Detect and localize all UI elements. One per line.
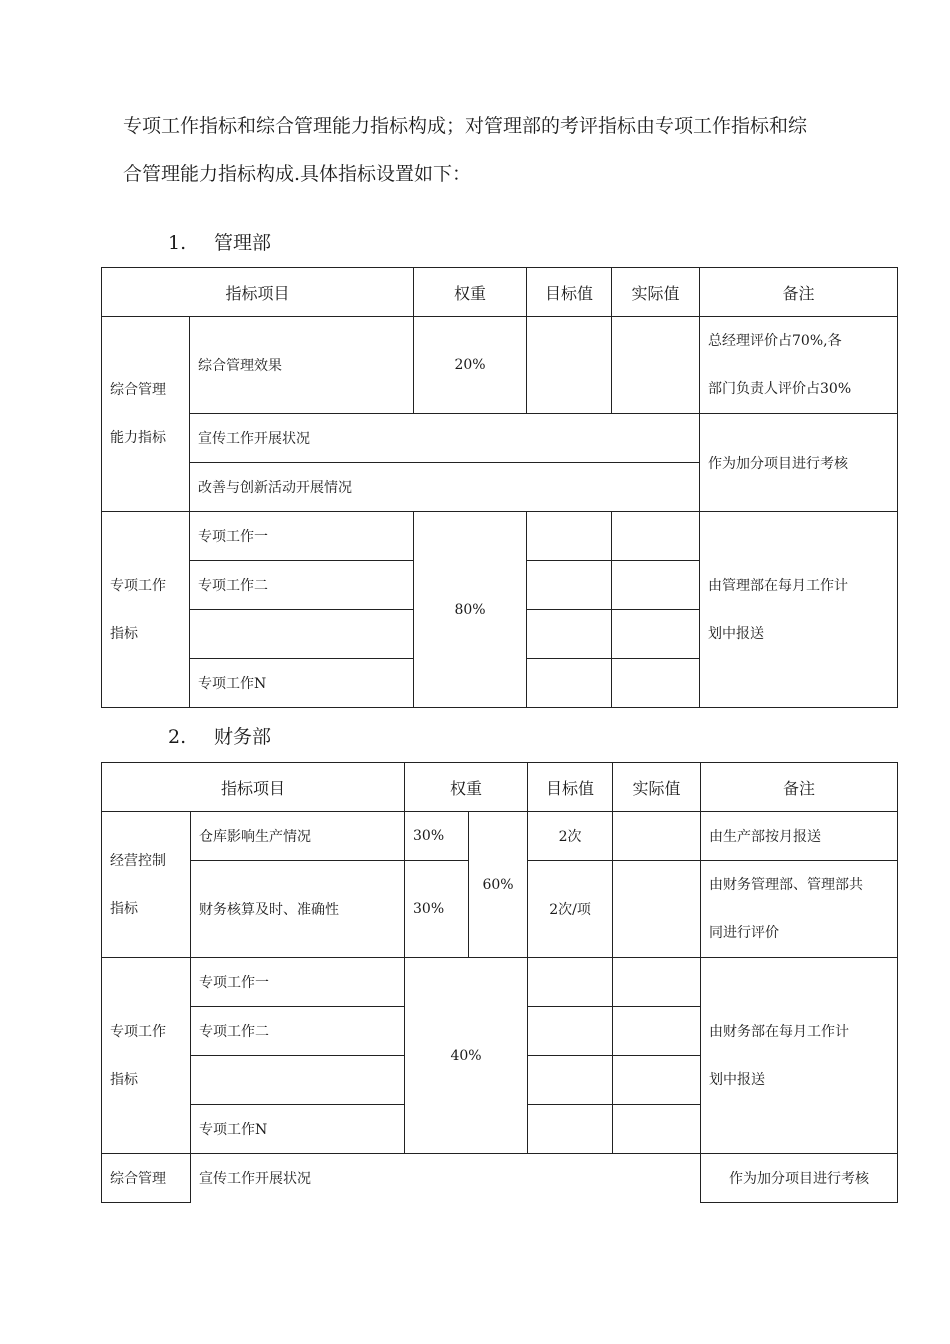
target-cell xyxy=(528,1007,613,1056)
target-cell xyxy=(527,512,612,561)
weight-accounting: 30% xyxy=(405,861,469,958)
remark-warehouse: 由生产部按月报送 xyxy=(701,812,898,861)
finance-dept-table xyxy=(101,762,898,1203)
target-cell xyxy=(527,317,612,414)
item-publicity: 宣传工作开展状况 xyxy=(190,414,700,463)
group-label-special: 专项工作 指标 xyxy=(102,512,190,708)
group-label-special: 专项工作 指标 xyxy=(102,958,191,1154)
target-accounting: 2次/项 xyxy=(528,861,613,958)
table-row xyxy=(102,414,898,463)
section-1-heading xyxy=(168,228,271,255)
special-item-3 xyxy=(190,610,414,659)
special-item-n: 专项工作N xyxy=(191,1105,405,1154)
header-indicator: 指标项目 xyxy=(102,268,414,317)
remark-special: 由财务部在每月工作计 划中报送 xyxy=(701,958,898,1154)
intro-line-1: 专项工作指标和综合管理能力指标构成；对管理部的考评指标由专项工作指标和综 xyxy=(123,115,808,137)
header-remark: 备注 xyxy=(700,268,898,317)
admin-dept-table xyxy=(101,267,898,708)
table-row xyxy=(102,958,898,1007)
header-remark: 备注 xyxy=(701,763,898,812)
actual-cell xyxy=(613,1105,701,1154)
intro-line-2: 合管理能力指标构成.具体指标设置如下： xyxy=(123,163,472,185)
header-actual: 实际值 xyxy=(613,763,701,812)
actual-cell xyxy=(613,1056,701,1105)
actual-cell xyxy=(612,659,700,708)
weight-special: 80% xyxy=(414,512,527,708)
special-item-1: 专项工作一 xyxy=(191,958,405,1007)
target-cell xyxy=(527,659,612,708)
section-1-title: 管理部 xyxy=(214,232,272,254)
actual-cell xyxy=(612,561,700,610)
target-cell xyxy=(528,1056,613,1105)
item-innovation: 改善与创新活动开展情况 xyxy=(190,463,700,512)
section-2-heading xyxy=(168,722,271,749)
target-cell xyxy=(528,958,613,1007)
special-item-2: 专项工作二 xyxy=(191,1007,405,1056)
group-label-comprehensive: 综合管理 能力指标 xyxy=(102,317,190,512)
special-item-3 xyxy=(191,1056,405,1105)
target-cell xyxy=(528,1105,613,1154)
section-1-number: 1. xyxy=(168,232,187,254)
special-item-n: 专项工作N xyxy=(190,659,414,708)
remark-bonus: 作为加分项目进行考核 xyxy=(701,1154,898,1203)
actual-cell xyxy=(613,812,701,861)
section-2-number: 2. xyxy=(168,726,187,748)
table-header-row xyxy=(102,763,898,812)
table-row xyxy=(102,317,898,414)
target-cell xyxy=(527,561,612,610)
remark-special: 由管理部在每月工作计 划中报送 xyxy=(700,512,898,708)
item-publicity: 宣传工作开展状况 xyxy=(199,1171,311,1188)
group-label-comprehensive: 综合管理 xyxy=(102,1154,191,1203)
weight-special: 40% xyxy=(405,958,528,1154)
actual-cell xyxy=(613,1007,701,1056)
section-2-title: 财务部 xyxy=(214,726,272,748)
target-cell xyxy=(527,610,612,659)
weight-comprehensive-effect: 20% xyxy=(414,317,527,414)
header-actual: 实际值 xyxy=(612,268,700,317)
header-indicator: 指标项目 xyxy=(102,763,405,812)
table-row xyxy=(102,512,898,561)
special-item-1: 专项工作一 xyxy=(190,512,414,561)
actual-cell xyxy=(612,610,700,659)
weight-warehouse: 30% xyxy=(405,812,469,861)
item-comprehensive-effect: 综合管理效果 xyxy=(190,317,414,414)
actual-cell xyxy=(612,512,700,561)
actual-cell xyxy=(613,861,701,958)
table-row xyxy=(102,1154,898,1203)
special-item-2: 专项工作二 xyxy=(190,561,414,610)
item-accounting: 财务核算及时、准确性 xyxy=(191,861,405,958)
remark-bonus: 作为加分项目进行考核 xyxy=(700,414,898,512)
remark-comprehensive-effect: 总经理评价占70%,各 部门负责人评价占30% xyxy=(700,317,898,414)
actual-cell xyxy=(613,958,701,1007)
group-label-operation: 经营控制 指标 xyxy=(102,812,191,958)
remark-accounting: 由财务管理部、管理部共 同进行评价 xyxy=(701,861,898,958)
weight-operation-group: 60% xyxy=(469,812,528,958)
actual-cell xyxy=(612,317,700,414)
header-target: 目标值 xyxy=(528,763,613,812)
header-weight: 权重 xyxy=(405,763,528,812)
header-weight: 权重 xyxy=(414,268,527,317)
item-warehouse: 仓库影响生产情况 xyxy=(191,812,405,861)
table-header-row xyxy=(102,268,898,317)
table-row xyxy=(102,812,898,861)
target-warehouse: 2次 xyxy=(528,812,613,861)
header-target: 目标值 xyxy=(527,268,612,317)
